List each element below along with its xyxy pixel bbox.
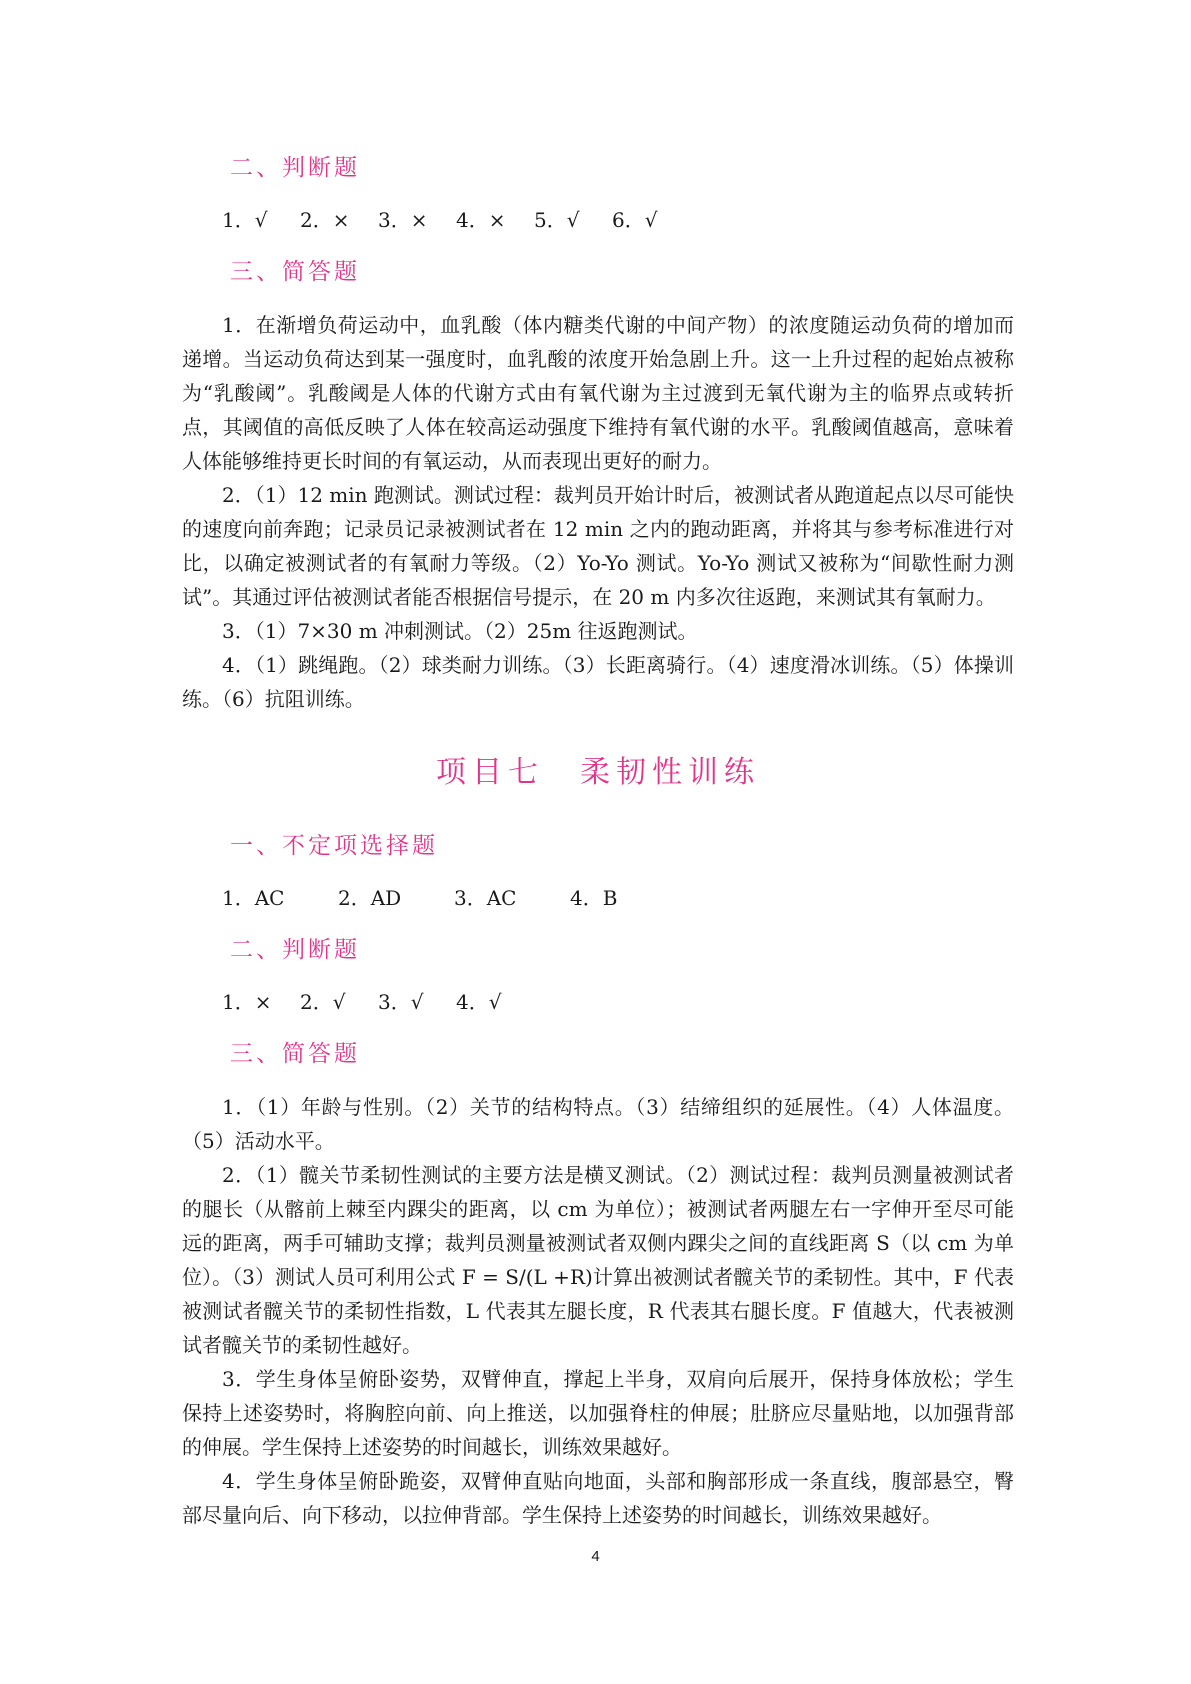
- answer-item: 3．×: [378, 208, 428, 232]
- choice-answers: [222, 880, 1014, 916]
- answer-item: 1．√: [222, 208, 268, 232]
- answer-item: 1．AC: [222, 886, 285, 910]
- page-number: 4: [591, 1548, 600, 1565]
- answer-item: 4．√: [456, 990, 502, 1014]
- answer-item: 1．×: [222, 990, 272, 1014]
- answer-paragraph: 2．（1）12 min 跑测试。测试过程：裁判员开始计时后，被测试者从跑道起点以尽可能快的速度向前奔跑；记录员记录被测试者在 12 min 之内的跑动距离，并将其与参考标准进行对比，以确定被测试者的有氧耐力等级。（2）Yo-Yo 测试。Yo-Yo 测试又被称为“间歇性耐力测试”。其通过评估被测试者能否根据信号提示，在 20 m 内多次往返跑，来测试其有氧耐力。: [182, 483, 1014, 609]
- project-title: 项目七 柔韧性训练: [436, 755, 760, 790]
- answer-item: 6．√: [612, 208, 658, 232]
- section-heading-judge-2: 二、判断题: [230, 937, 360, 963]
- answer-item: 5．√: [534, 208, 580, 232]
- short-answer-list-2: [182, 1090, 1014, 1532]
- answer-item: 4．×: [456, 208, 506, 232]
- section-heading-judge: 二、判断题: [230, 155, 360, 181]
- section-heading-choice: 一、不定项选择题: [230, 833, 438, 859]
- answer-paragraph: 4．（1）跳绳跑。（2）球类耐力训练。（3）长距离骑行。（4）速度滑冰训练。（5）体操训练。（6）抗阻训练。: [182, 653, 1014, 711]
- answer-item: 4．B: [570, 886, 618, 910]
- answer-paragraph: 2．（1）髋关节柔韧性测试的主要方法是横叉测试。（2）测试过程：裁判员测量被测试者的腿长（从髂前上棘至内踝尖的距离，以 cm 为单位）；被测试者两腿左右一字伸开至尽可能远的距离，两手可辅助支撑；裁判员测量被测试者双侧内踝尖之间的直线距离 S（以 cm 为单位）。（3）测试人员可利用公式 F = S/(L +R)计算出被测试者髋关节的柔韧性。其中，F 代表被测试者髋关节的柔韧性指数，L 代表其左腿长度，R 代表其右腿长度。F 值越大，代表被测试者髋关节的柔韧性越好。: [182, 1163, 1014, 1357]
- answer-paragraph: 4．学生身体呈俯卧跪姿，双臂伸直贴向地面，头部和胸部形成一条直线，腹部悬空，臀部尽量向后、向下移动，以拉伸背部。学生保持上述姿势的时间越长，训练效果越好。: [182, 1469, 1014, 1527]
- section-heading-short-answer: 三、简答题: [230, 259, 360, 285]
- answer-item: 3．√: [378, 990, 424, 1014]
- answer-item: 3．AC: [454, 886, 517, 910]
- answer-item: 2．×: [300, 208, 350, 232]
- page-content: [182, 150, 1014, 1532]
- judge-answers: [222, 202, 1014, 238]
- section-heading-short-answer-2: 三、简答题: [230, 1041, 360, 1067]
- answer-item: 2．√: [300, 990, 346, 1014]
- answer-paragraph: 1．在渐增负荷运动中，血乳酸（体内糖类代谢的中间产物）的浓度随运动负荷的增加而递增。当运动负荷达到某一强度时，血乳酸的浓度开始急剧上升。这一上升过程的起始点被称为“乳酸阈”。乳酸阈是人体的代谢方式由有氧代谢为主过渡到无氧代谢为主的临界点或转折点，其阈值的高低反映了人体在较高运动强度下维持有氧代谢的水平。乳酸阈值越高，意味着人体能够维持更长时间的有氧运动，从而表现出更好的耐力。: [182, 313, 1014, 473]
- answer-item: 2．AD: [338, 886, 402, 910]
- answer-paragraph: 1．（1）年龄与性别。（2）关节的结构特点。（3）结缔组织的延展性。（4）人体温度。（5）活动水平。: [182, 1095, 1014, 1153]
- answer-paragraph: 3．（1）7×30 m 冲刺测试。（2）25m 往返跑测试。: [222, 619, 698, 643]
- answer-paragraph: 3．学生身体呈俯卧姿势，双臂伸直，撑起上半身，双肩向后展开，保持身体放松；学生保持上述姿势时，将胸腔向前、向上推送，以加强脊柱的伸展；肚脐应尽量贴地，以加强背部的伸展。学生保持上述姿势的时间越长，训练效果越好。: [182, 1367, 1014, 1459]
- judge-answers-2: [222, 984, 1014, 1020]
- short-answer-list: [182, 308, 1014, 716]
